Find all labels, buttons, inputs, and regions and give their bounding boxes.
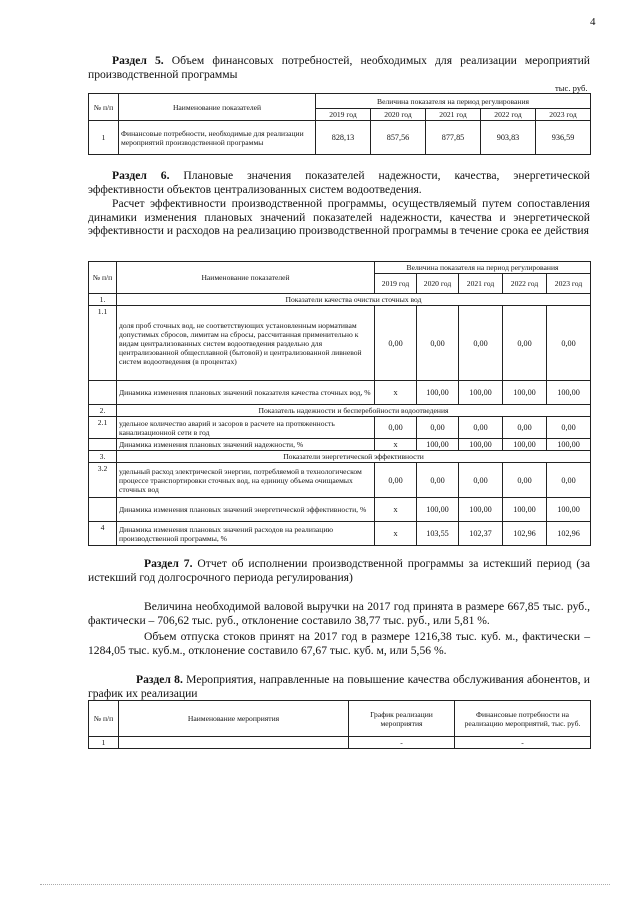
section5-heading bbox=[88, 54, 590, 81]
section8-heading bbox=[88, 673, 590, 700]
s5-year: 2021 год bbox=[426, 109, 481, 121]
section8-table bbox=[88, 700, 591, 749]
s6-year: 2020 год bbox=[417, 274, 459, 294]
s6-year: 2021 год bbox=[459, 274, 503, 294]
s6-value: 0,00 bbox=[417, 463, 459, 498]
s6-value: 0,00 bbox=[375, 417, 417, 439]
s6-year: 2019 год bbox=[375, 274, 417, 294]
s6-group-title: Показатели энергетической эффективности bbox=[117, 451, 591, 463]
s8-head-name: Наименование мероприятия bbox=[119, 701, 349, 737]
s6-value: х bbox=[375, 522, 417, 546]
s6-value: 0,00 bbox=[503, 463, 547, 498]
s5-year: 2023 год bbox=[536, 109, 591, 121]
s6-value: 0,00 bbox=[417, 417, 459, 439]
s8-row-finance: - bbox=[455, 737, 591, 749]
table-row bbox=[89, 381, 591, 405]
s6-value: 0,00 bbox=[375, 463, 417, 498]
s6-value: 100,00 bbox=[547, 381, 591, 405]
s6-group-num: 3. bbox=[89, 451, 117, 463]
section8-label: Раздел 8. bbox=[136, 673, 183, 686]
s5-year: 2020 год bbox=[371, 109, 426, 121]
s6-value: 0,00 bbox=[459, 417, 503, 439]
s6-row-name: Динамика изменения плановых значений надежности, % bbox=[117, 439, 375, 451]
s6-value: 100,00 bbox=[459, 498, 503, 522]
s6-value: 0,00 bbox=[503, 306, 547, 381]
s8-head-schedule: График реализации мероприятия bbox=[349, 701, 455, 737]
s6-value: 100,00 bbox=[503, 498, 547, 522]
page-number: 4 bbox=[590, 16, 596, 28]
s8-head-num: № п/п bbox=[89, 701, 119, 737]
s6-value: х bbox=[375, 381, 417, 405]
section7-text: Отчет об исполнении производственной программы за истекший период (за истекший год долгосрочного периода регулирования) bbox=[88, 557, 590, 584]
section6-table bbox=[88, 261, 591, 546]
s6-value: 100,00 bbox=[459, 381, 503, 405]
s6-value: 100,00 bbox=[547, 439, 591, 451]
section5-label: Раздел 5. bbox=[112, 54, 164, 67]
s6-group-num: 2. bbox=[89, 405, 117, 417]
s8-row-schedule: - bbox=[349, 737, 455, 749]
s5-value: 877,85 bbox=[426, 121, 481, 155]
s6-row-num bbox=[89, 439, 117, 451]
s5-year: 2019 год bbox=[316, 109, 371, 121]
s5-value: 828,13 bbox=[316, 121, 371, 155]
s6-value: 100,00 bbox=[503, 381, 547, 405]
s6-group-num: 1. bbox=[89, 294, 117, 306]
s6-value: 0,00 bbox=[375, 306, 417, 381]
s6-value: 100,00 bbox=[417, 439, 459, 451]
s6-row-num bbox=[89, 381, 117, 405]
s5-value: 903,83 bbox=[481, 121, 536, 155]
table-row bbox=[89, 405, 591, 417]
s6-value: 0,00 bbox=[459, 463, 503, 498]
s6-value: 100,00 bbox=[417, 381, 459, 405]
s6-value: 102,96 bbox=[503, 522, 547, 546]
s6-value: х bbox=[375, 439, 417, 451]
page-bottom-divider bbox=[40, 884, 610, 885]
s6-row-name: Динамика изменения плановых значений расходов на реализацию производственной программы, % bbox=[117, 522, 375, 546]
section7-paragraph-volume: Объем отпуска стоков принят на 2017 год в размере 1216,38 тыс. куб. м., фактически – 1284,05 тыс. куб.м., отклонение составило 67,67 тыс. куб. м, или 5,56 %. bbox=[88, 630, 590, 657]
table-row bbox=[89, 737, 591, 749]
section7-label: Раздел 7. bbox=[144, 557, 193, 570]
s5-head-num: № п/п bbox=[89, 94, 119, 121]
s5-value: 936,59 bbox=[536, 121, 591, 155]
s6-group-title: Показатель надежности и бесперебойности водоотведения bbox=[117, 405, 591, 417]
s6-row-num: 4 bbox=[89, 522, 117, 546]
table-row bbox=[89, 451, 591, 463]
s6-head-num: № п/п bbox=[89, 262, 117, 294]
table-row bbox=[89, 439, 591, 451]
s6-group-title: Показатели качества очистки сточных вод bbox=[117, 294, 591, 306]
s6-value: 0,00 bbox=[503, 417, 547, 439]
section5-unit: тыс. руб. bbox=[555, 83, 588, 93]
s6-value: 102,96 bbox=[547, 522, 591, 546]
s6-value: 102,37 bbox=[459, 522, 503, 546]
section6-text: Плановые значения показателей надежности, качества, энергетической эффективности объектов централизованных систем водоотведения. bbox=[88, 169, 590, 196]
s6-value: 0,00 bbox=[547, 306, 591, 381]
s6-value: 0,00 bbox=[547, 417, 591, 439]
s6-value: 0,00 bbox=[547, 463, 591, 498]
s8-row-num: 1 bbox=[89, 737, 119, 749]
s6-row-num: 1.1 bbox=[89, 306, 117, 381]
table-row bbox=[89, 522, 591, 546]
s5-value: 857,56 bbox=[371, 121, 426, 155]
table-row bbox=[89, 498, 591, 522]
s6-row-name: Динамика изменения плановых значений показателя качества сточных вод, % bbox=[117, 381, 375, 405]
s6-value: 0,00 bbox=[459, 306, 503, 381]
s6-value: 100,00 bbox=[417, 498, 459, 522]
s6-value: 100,00 bbox=[547, 498, 591, 522]
s6-value: 0,00 bbox=[417, 306, 459, 381]
s5-row-num: 1 bbox=[89, 121, 119, 155]
section5-table bbox=[88, 93, 591, 155]
s6-row-num: 3.2 bbox=[89, 463, 117, 498]
section6-text2: Расчет эффективности производственной программы, осуществляемый путем сопоставления динамики изменения плановых значений показателей надежности, качества и энергетической эффективности и расходов на реализацию производственной программы в течение срока ее действия bbox=[88, 197, 590, 238]
s6-row-name: доля проб сточных вод, не соответствующих установленным нормативам допустимых сбросов, лимитам на сбросы, рассчитанная применительно к видам централизованных систем водоотведения раздельно для централизованной общесплавной (бытовой) и централизованной ливневой систем водоотведения (в процентах) bbox=[117, 306, 375, 381]
section7-heading bbox=[88, 557, 590, 584]
s6-row-name: удельный расход электрической энергии, потребляемой в технологическом процессе транспортировки сточных вод, на единицу объема очищаемых сточных вод bbox=[117, 463, 375, 498]
s6-head-value: Величина показателя на период регулирования bbox=[375, 262, 591, 274]
s6-row-name: Динамика изменения плановых значений энергетической эффективности, % bbox=[117, 498, 375, 522]
s6-value: 100,00 bbox=[459, 439, 503, 451]
s5-year: 2022 год bbox=[481, 109, 536, 121]
section8-text: Мероприятия, направленные на повышение качества обслуживания абонентов, и график их реализации bbox=[88, 673, 590, 700]
s6-row-num: 2.1 bbox=[89, 417, 117, 439]
s5-head-name: Наименование показателей bbox=[119, 94, 316, 121]
s6-row-num bbox=[89, 498, 117, 522]
section6-heading bbox=[88, 169, 590, 196]
s6-value: 103,55 bbox=[417, 522, 459, 546]
table-row bbox=[89, 306, 591, 381]
table-row bbox=[89, 463, 591, 498]
table-row bbox=[89, 294, 591, 306]
table-row bbox=[89, 121, 591, 155]
table-row bbox=[89, 417, 591, 439]
section5-text: Объем финансовых потребностей, необходимых для реализации мероприятий производственной программы bbox=[88, 54, 591, 81]
s6-year: 2022 год bbox=[503, 274, 547, 294]
s6-row-name: удельное количество аварий и засоров в расчете на протяженность канализационной сети в год bbox=[117, 417, 375, 439]
section7-paragraph-revenue: Величина необходимой валовой выручки на 2017 год принята в размере 667,85 тыс. руб., фактически – 706,62 тыс. руб., отклонение составило 38,77 тыс. руб., или 5,81 %. bbox=[88, 600, 590, 627]
s5-row-name: Финансовые потребности, необходимые для реализации мероприятий производственной программы bbox=[119, 121, 316, 155]
s8-row-name bbox=[119, 737, 349, 749]
s6-value: х bbox=[375, 498, 417, 522]
s6-value: 100,00 bbox=[503, 439, 547, 451]
s8-head-finance: Финансовые потребности на реализацию мероприятий, тыс. руб. bbox=[455, 701, 591, 737]
s5-head-value: Величина показателя на период регулирования bbox=[316, 94, 591, 109]
section6-label: Раздел 6. bbox=[112, 169, 170, 182]
s6-head-name: Наименование показателей bbox=[117, 262, 375, 294]
s6-year: 2023 год bbox=[547, 274, 591, 294]
